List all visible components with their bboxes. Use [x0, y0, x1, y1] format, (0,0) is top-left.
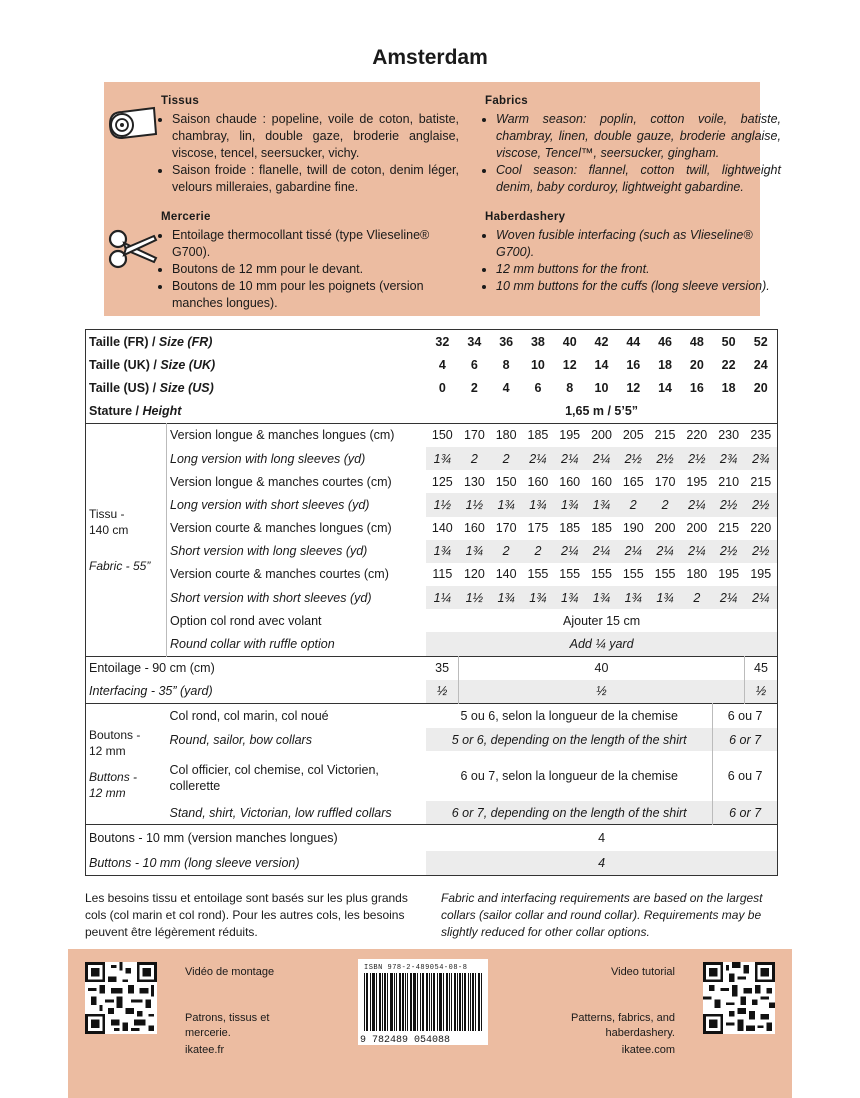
table-cell: 230 [713, 423, 745, 447]
table-cell: 2¼ [745, 586, 777, 609]
barcode-bar [440, 973, 441, 1031]
table-cell: 32 [435, 334, 450, 349]
row-label: Version longue & manches courtes (cm) [170, 474, 392, 489]
barcode-bar [422, 973, 423, 1031]
table-cell: 195 [718, 567, 740, 582]
fabric-roll-icon [104, 94, 162, 152]
table-cell: 2½ [745, 493, 777, 516]
table-cell: 46 [658, 334, 673, 349]
table-cell: 2¼ [681, 540, 713, 563]
table-cell: 175 [527, 521, 549, 536]
table-cell: 1¾ [586, 493, 618, 516]
barcode-bar [366, 973, 367, 1031]
scissors-icon [104, 220, 162, 278]
barcode-bar [473, 973, 474, 1031]
barcode-bar [457, 973, 458, 1031]
table-row [86, 447, 777, 470]
site-link-en[interactable]: ikatee.com [621, 1044, 675, 1056]
table-cell: 220 [750, 521, 772, 536]
barcode-bar [479, 973, 480, 1031]
row-label: Buttons - 10 mm (long sleeve version) [89, 855, 300, 870]
table-cell: 2½ [713, 540, 745, 563]
table-row [86, 751, 777, 801]
barcode-bar [402, 973, 403, 1031]
row-label: Round, sailor, bow collars [169, 732, 312, 747]
table-row [86, 704, 777, 729]
table-cell: 1¾ [554, 493, 586, 516]
table-cell: 155 [527, 567, 549, 582]
barcode-bar [470, 973, 471, 1031]
video-tutorial-en: Video tutorial [610, 966, 675, 978]
table-cell: 48 [689, 334, 704, 349]
table-cell: 14 [594, 357, 609, 372]
table-row [86, 586, 777, 609]
fabric-en-label: Fabric - 55” [89, 558, 151, 573]
table-row [86, 680, 777, 704]
barcode-bar [472, 973, 473, 1031]
barcode-bar [451, 973, 452, 1031]
table-cell: 170 [495, 521, 517, 536]
table-cell: 10 [594, 380, 609, 395]
barcode-bar [465, 973, 466, 1031]
table-cell: 16 [689, 380, 704, 395]
fabrics-en-heading: Fabrics [485, 95, 529, 107]
note-en: Fabric and interfacing requirements are based on the largest collars (sailor collar and round collar). Requirements may be slightly reduced for other collar options. [441, 891, 763, 939]
table-cell: 50 [721, 334, 736, 349]
row-label: Stand, shirt, Victorian, low ruffled collars [169, 805, 392, 820]
table-cell: 36 [499, 334, 514, 349]
table-cell: 155 [654, 567, 676, 582]
barcode-bar [429, 973, 430, 1031]
table-cell: 6 ou 7 [713, 704, 777, 729]
table-cell: ½ [458, 680, 744, 704]
barcode-bar [443, 973, 444, 1031]
barcode-bar [382, 973, 383, 1031]
table-cell: 8 [502, 357, 510, 372]
list-item: • Cool season: flannel, cotton twill, lightweight denim, baby corduroy, lightweight gabardine. [496, 162, 781, 196]
table-cell: 170 [458, 423, 490, 447]
table-row [86, 470, 777, 493]
table-cell: 6 [534, 380, 542, 395]
table-row [86, 728, 777, 751]
table-cell: 2 [681, 586, 713, 609]
table-cell: 195 [750, 567, 772, 582]
table-cell: 160 [591, 474, 612, 489]
table-cell: 12 [562, 357, 577, 372]
table-cell: 215 [649, 423, 681, 447]
table-cell: 2¼ [522, 447, 554, 470]
table-cell: ½ [426, 680, 458, 704]
table-cell: 2¼ [617, 540, 649, 563]
haberdashery-en-heading: Haberdashery [485, 211, 566, 223]
barcode-bar [454, 973, 455, 1031]
row-label: Interfacing - 35” (yard) [89, 684, 213, 699]
barcode-bar [441, 973, 442, 1031]
table-cell: 16 [626, 357, 641, 372]
size-us-label-en: Size (US) [159, 380, 214, 395]
table-cell: 200 [654, 521, 676, 536]
row-label: Boutons - 10 mm (version manches longues) [86, 825, 426, 852]
size-fr-label: Taille (FR) / [89, 334, 159, 349]
page-title: Amsterdam [372, 46, 488, 69]
table-cell: 2¼ [554, 447, 586, 470]
table-cell: 155 [591, 567, 612, 582]
table-cell: 1¾ [554, 586, 586, 609]
haberdashery-fr-heading: Mercerie [161, 211, 211, 223]
barcode-bar [423, 973, 424, 1031]
table-cell: 10 [530, 357, 545, 372]
table-cell: 4 [502, 380, 510, 395]
shop-en: Patterns, fabrics, and haberdashery. [571, 1012, 675, 1039]
barcode-bar [464, 973, 465, 1031]
table-cell: 45 [745, 656, 777, 680]
barcode-bar [391, 973, 392, 1031]
table-cell: 8 [566, 380, 574, 395]
row-label: Round collar with ruffle option [170, 637, 335, 652]
table-cell: 20 [689, 357, 704, 372]
barcode-bar [410, 973, 411, 1031]
barcode-bar [399, 973, 400, 1031]
size-fr-label-en: Size (FR) [158, 334, 213, 349]
list-item: • Warm season: poplin, cotton voile, batiste, chambray, linen, double gauze, broderie anglaise, viscose, Tencel™, seersucker, gingham. [496, 111, 781, 162]
table-cell: 1¾ [426, 447, 458, 470]
table-cell: 1½ [426, 493, 458, 516]
table-cell: 160 [527, 474, 549, 489]
table-cell: 155 [622, 567, 644, 582]
row-label: Version courte & manches longues (cm) [170, 521, 392, 536]
table-cell: 2½ [617, 447, 649, 470]
table-cell: 18 [658, 357, 673, 372]
row-label: Option col rond avec volant [170, 613, 322, 628]
table-cell: 2¼ [586, 447, 618, 470]
table-cell: 1¾ [426, 540, 458, 563]
barcode-bar [413, 973, 414, 1031]
table-cell: 2 [617, 493, 649, 516]
table-cell: 160 [463, 521, 485, 536]
table-cell: 1¾ [522, 586, 554, 609]
table-cell: 200 [686, 521, 708, 536]
barcode-bar [396, 973, 397, 1031]
table-row [86, 423, 777, 447]
shop-fr: Patrons, tissus et mercerie. [185, 1012, 270, 1039]
barcode-bar [376, 973, 377, 1031]
table-cell: 52 [753, 334, 768, 349]
table-cell: 14 [658, 380, 673, 395]
table-cell: 6 or 7 [713, 728, 777, 751]
table-cell: 6 ou 7 [727, 769, 763, 784]
table-cell: 195 [686, 474, 708, 489]
table-cell: 140 [495, 567, 517, 582]
table-cell: 38 [530, 334, 545, 349]
barcode-bar [431, 973, 432, 1031]
table-cell: 150 [495, 474, 517, 489]
buttons12-en-label: Buttons - 12 mm [89, 770, 138, 801]
height-label-en: Height [142, 404, 182, 419]
haberdashery-fr [161, 209, 459, 312]
table-cell: 1¾ [490, 493, 522, 516]
table-row [86, 540, 777, 563]
table-cell: 6 ou 7, selon la longueur de la chemise [426, 751, 713, 801]
isbn-text: ISBN 978-2-489054-08-8 [364, 964, 468, 972]
table-cell: 1½ [458, 493, 490, 516]
barcode-bar [387, 973, 388, 1031]
list-item: • Saison froide : flanelle, twill de coton, denim léger, velours milleraies, gabardine fine. [172, 162, 459, 196]
barcode-bar [400, 973, 401, 1031]
barcode-bar [437, 973, 438, 1031]
size-us-label: Taille (US) / [89, 380, 160, 395]
table-cell: 1¾ [458, 540, 490, 563]
barcode-bar [403, 973, 404, 1031]
table-cell: 235 [745, 423, 777, 447]
table-cell: 6 [470, 357, 478, 372]
table-cell: 40 [458, 656, 744, 680]
barcode-bar [459, 973, 460, 1031]
list-item: • Boutons de 12 mm pour le devant. [172, 261, 459, 278]
size-uk-label-en: Size (UK) [160, 357, 216, 372]
barcode-bar [433, 973, 434, 1031]
table-cell: 4 [438, 357, 446, 372]
barcode-bar [367, 973, 368, 1031]
table-cell: 155 [559, 567, 581, 582]
row-label: Version longue & manches longues (cm) [167, 423, 427, 447]
barcode-bar [370, 973, 371, 1031]
table-cell: 2½ [681, 447, 713, 470]
height-label: Stature / [89, 404, 143, 419]
table-cell: 2¼ [554, 540, 586, 563]
qr-code-icon [85, 962, 157, 1034]
table-cell: 160 [559, 474, 581, 489]
barcode-bar [364, 973, 365, 1031]
table-cell: 18 [721, 380, 736, 395]
table-cell: 44 [626, 334, 641, 349]
table-cell: 2 [522, 540, 554, 563]
table-cell: 215 [718, 521, 740, 536]
table-row [86, 376, 777, 399]
table-cell: 115 [432, 567, 453, 582]
table-cell: 4 [426, 825, 777, 852]
barcode-bar [379, 973, 380, 1031]
table-cell: 205 [617, 423, 649, 447]
table-cell: 180 [686, 567, 708, 582]
video-tutorial-fr: Vidéo de montage [185, 966, 275, 978]
barcode-bar [374, 973, 375, 1031]
table-cell: 35 [426, 656, 458, 680]
barcode-bar [407, 973, 408, 1031]
table-cell: 200 [586, 423, 618, 447]
barcode-bar [373, 973, 374, 1031]
table-cell: 2¼ [713, 586, 745, 609]
size-chart [85, 329, 778, 876]
row-label: Short version with long sleeves (yd) [170, 544, 368, 559]
table-row [86, 609, 777, 632]
table-cell: 130 [463, 474, 485, 489]
table-cell: 1¾ [617, 586, 649, 609]
barcode-bar [468, 973, 469, 1031]
table-row [86, 517, 777, 540]
materials-panel [104, 82, 781, 316]
barcode-bar [390, 973, 391, 1031]
barcode-bar [415, 973, 416, 1031]
table-cell: 24 [753, 357, 768, 372]
barcode-bar [414, 973, 415, 1031]
table-cell: 185 [591, 521, 612, 536]
table-cell: 2½ [713, 493, 745, 516]
table-row [86, 825, 777, 852]
table-row [86, 493, 777, 516]
table-cell: 2 [470, 380, 478, 395]
table-cell: 185 [559, 521, 581, 536]
row-label: Long version with short sleeves (yd) [170, 497, 370, 512]
table-cell: 210 [718, 474, 740, 489]
list-item: • 12 mm buttons for the front. [496, 261, 785, 278]
table-cell: 120 [463, 567, 485, 582]
table-row [86, 330, 777, 353]
size-table [86, 330, 777, 875]
barcode-bar [446, 973, 447, 1031]
table-cell: 165 [622, 474, 644, 489]
table-row [86, 400, 777, 424]
list-item: • Woven fusible interfacing (such as Vlieseline® G700). [496, 227, 785, 261]
barcode-bar [392, 973, 393, 1031]
table-cell: 40 [562, 334, 577, 349]
buttons12-fr-label: Boutons - 12 mm [89, 728, 141, 759]
barcode-bar [420, 973, 421, 1031]
table-row [86, 632, 777, 656]
barcode-bar [447, 973, 448, 1031]
table-cell: 1¾ [522, 493, 554, 516]
table-cell: 42 [594, 334, 609, 349]
table-cell: 2¼ [681, 493, 713, 516]
barcode-bar [462, 973, 463, 1031]
fabrics-fr [161, 93, 459, 196]
table-cell: 12 [626, 380, 641, 395]
table-cell: 2½ [745, 540, 777, 563]
table-cell: 185 [522, 423, 554, 447]
table-cell: 2 [458, 447, 490, 470]
row-label: Short version with short sleeves (yd) [170, 590, 372, 605]
barcode-bar [478, 973, 479, 1031]
table-row [86, 801, 777, 825]
fabrics-en [485, 93, 781, 196]
table-cell: 5 or 6, depending on the length of the shirt [426, 728, 713, 751]
height-value: 1,65 m / 5’5” [565, 404, 639, 419]
list-item: • Boutons de 10 mm pour les poignets (version manches longues). [172, 278, 459, 312]
footer-panel [68, 949, 792, 1098]
table-cell: 1¾ [649, 586, 681, 609]
size-uk-label: Taille (UK) / [89, 357, 161, 372]
haberdashery-en [485, 209, 785, 295]
qr-code-icon [703, 962, 775, 1034]
table-cell: 22 [721, 357, 736, 372]
row-label: Entoilage - 90 cm (cm) [86, 656, 426, 680]
list-item: • Saison chaude : popeline, voile de coton, batiste, chambray, lin, double gaze, broderie anglaise, viscose, tencel, seersucker, vichy. [172, 111, 459, 162]
barcode-bar [384, 973, 385, 1031]
barcode-bar [460, 973, 461, 1031]
barcode-bar [372, 973, 373, 1031]
table-cell: 2¼ [586, 540, 618, 563]
table-cell: 5 ou 6, selon la longueur de la chemise [426, 704, 713, 729]
barcode-bar [405, 973, 406, 1031]
table-cell: 20 [753, 380, 768, 395]
table-cell: 180 [490, 423, 522, 447]
table-cell: 6 or 7 [713, 801, 777, 825]
barcode-bar [417, 973, 418, 1031]
pattern-back-cover [68, 0, 792, 1098]
barcode-bar [449, 973, 450, 1031]
barcode-digits: 9 782489 054088 [360, 1035, 451, 1046]
table-cell: 1½ [458, 586, 490, 609]
table-cell: 2 [649, 493, 681, 516]
table-cell: 150 [426, 423, 458, 447]
table-row [86, 851, 777, 874]
table-cell: 2 [490, 540, 522, 563]
table-cell: 1¼ [426, 586, 458, 609]
row-label: Long version with long sleeves (yd) [170, 451, 366, 466]
barcode-bar [434, 973, 435, 1031]
table-cell: 220 [681, 423, 713, 447]
row-label: Col officier, col chemise, col Victorien, collerette [169, 763, 379, 794]
barcode-bar [380, 973, 381, 1031]
table-cell: 215 [750, 474, 772, 489]
barcode-bar [385, 973, 386, 1031]
table-cell: 4 [426, 851, 777, 874]
note-fr: Les besoins tissu et entoilage sont basés sur les plus grands cols (col marin et col rond). Pour les autres cols, les besoins peuvent être légèrement réduits. [85, 891, 408, 939]
row-label: Col rond, col marin, col noué [167, 704, 427, 729]
table-cell: 1¾ [490, 586, 522, 609]
list-item: • Entoilage thermocollant tissé (type Vlieseline® G700). [172, 227, 459, 261]
row-label: Version courte & manches courtes (cm) [170, 567, 389, 582]
table-cell: 2¼ [649, 540, 681, 563]
list-item: • 10 mm buttons for the cuffs (long sleeve version). [496, 278, 785, 295]
table-cell: 2½ [649, 447, 681, 470]
table-row [86, 353, 777, 376]
site-link-fr[interactable]: ikatee.fr [185, 1044, 225, 1056]
table-cell: 2¾ [713, 447, 745, 470]
fabrics-fr-heading: Tissus [161, 95, 200, 107]
table-cell: 34 [467, 334, 482, 349]
table-cell: 170 [654, 474, 676, 489]
buttons12-group-label [86, 704, 167, 825]
barcode-bar [455, 973, 456, 1031]
barcode-bar [394, 973, 395, 1031]
table-cell: 2 [490, 447, 522, 470]
table-cell: 2¾ [745, 447, 777, 470]
table-cell: 190 [622, 521, 644, 536]
barcode-bar [481, 973, 482, 1031]
table-cell: 140 [431, 521, 453, 536]
table-cell: 6 or 7, depending on the length of the shirt [426, 801, 713, 825]
table-cell: 125 [431, 474, 453, 489]
barcode-bar [411, 973, 412, 1031]
barcode-bar [439, 973, 440, 1031]
fabric-fr-label: Tissu - 140 cm [89, 506, 129, 537]
barcode-bar [426, 973, 427, 1031]
table-cell: 1¾ [586, 586, 618, 609]
table-row [86, 563, 777, 586]
barcode-bar [475, 973, 476, 1031]
fabric-group-label [86, 423, 167, 656]
table-row [86, 656, 777, 680]
table-cell: ½ [745, 680, 777, 704]
table-cell: 195 [554, 423, 586, 447]
table-cell: Ajouter 15 cm [563, 613, 641, 628]
barcode-bar [427, 973, 428, 1031]
table-cell: Add ¼ yard [426, 632, 777, 656]
table-cell: 0 [438, 380, 446, 395]
